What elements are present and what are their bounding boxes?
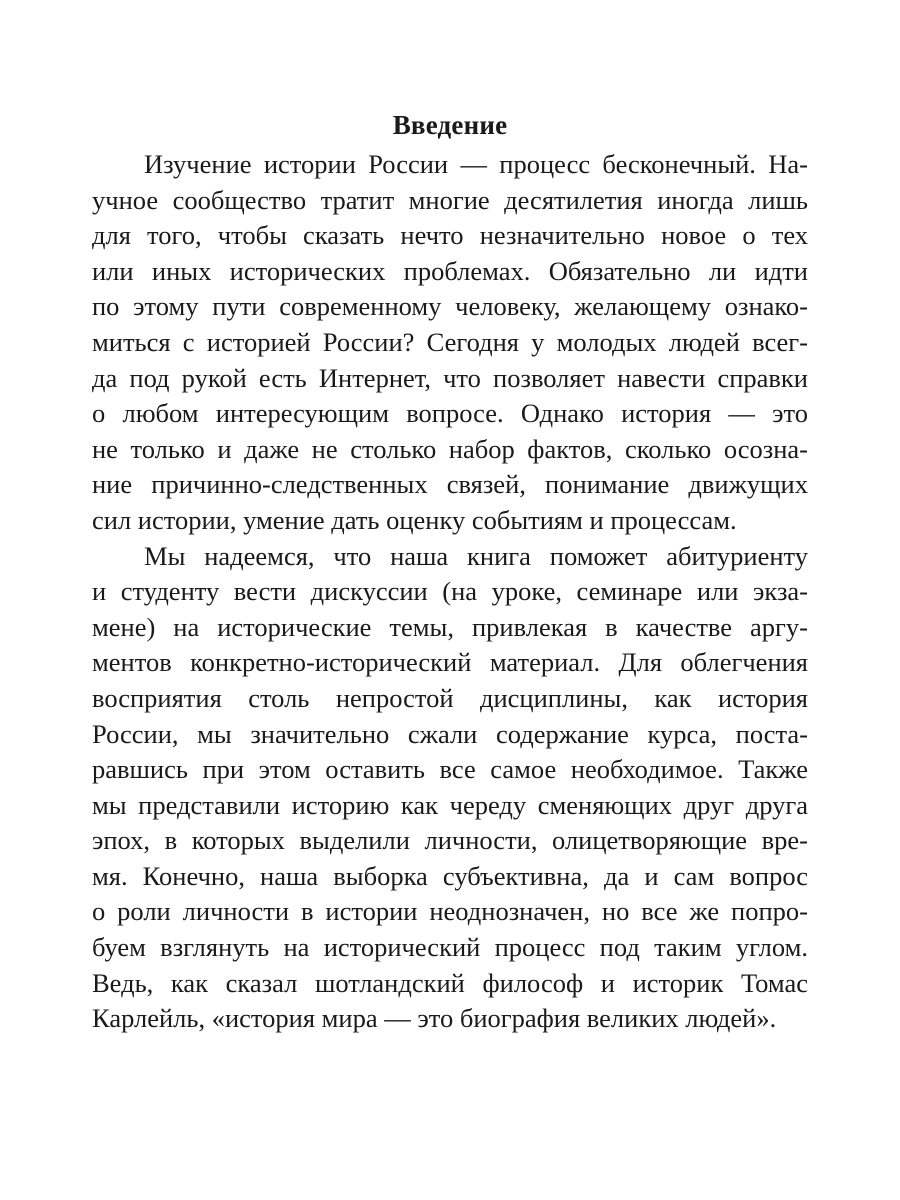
text-line: не только и даже не столько набор фактов, сколько осозна- [92, 433, 808, 464]
text-line: мене) на исторические темы, привлекая в качестве аргу- [92, 611, 808, 642]
text-line: Мы надеемся, что наша книга поможет абитуриенту [144, 540, 808, 571]
text-line: равшись при этом оставить все самое необходимое. Также [92, 754, 808, 785]
text-block [92, 104, 808, 1037]
text-line: эпох, в которых выделили личности, олицетворяющие вре- [92, 825, 808, 856]
text-line: Изучение истории России — процесс бесконечный. На- [144, 149, 808, 179]
text-line: буем взглянуть на исторический процесс под таким углом. [92, 932, 808, 963]
text-line: мы представили историю как череду сменяющих друг друга [92, 789, 808, 820]
page-title: Введение [392, 110, 508, 140]
text-line: для того, чтобы сказать нечто незначительно новое о тех [92, 220, 808, 251]
text-line: да под рукой есть Интернет, что позволяет навести справки [92, 362, 808, 393]
text-line: и студенту вести дискуссии (на уроке, семинаре или экза- [92, 576, 808, 607]
text-line: Ведь, как сказал шотландский философ и историк Томас [92, 967, 808, 998]
text-line: Карлейль, «история мира — это биография великих людей». [92, 1003, 777, 1034]
text-line: о любом интересующим вопросе. Однако история — это [92, 398, 808, 429]
text-line: восприятия столь непростой дисциплины, как история [92, 682, 808, 713]
text-line: ментов конкретно-исторический материал. Для облегчения [92, 647, 808, 678]
text-line: сил истории, умение дать оценку событиям и процессам. [92, 504, 737, 535]
text-line: миться с историей России? Сегодня у молодых людей всег- [92, 326, 808, 357]
text-line: России, мы значительно сжали содержание курса, поста- [92, 718, 808, 749]
paragraph-2 [92, 539, 808, 1037]
text-line: мя. Конечно, наша выборка субъективна, да и сам вопрос [92, 860, 808, 891]
paragraph-1 [92, 147, 808, 539]
text-line: о роли личности в истории неоднозначен, но все же попро- [92, 896, 808, 927]
text-line: или иных исторических проблемах. Обязательно ли идти [92, 255, 808, 286]
text-line: по этому пути современному человеку, желающему ознако- [92, 291, 808, 322]
text-line: ние причинно-следственных связей, понимание движущих [92, 469, 808, 500]
text-line: учное сообщество тратит многие десятилетия иногда лишь [92, 184, 808, 215]
